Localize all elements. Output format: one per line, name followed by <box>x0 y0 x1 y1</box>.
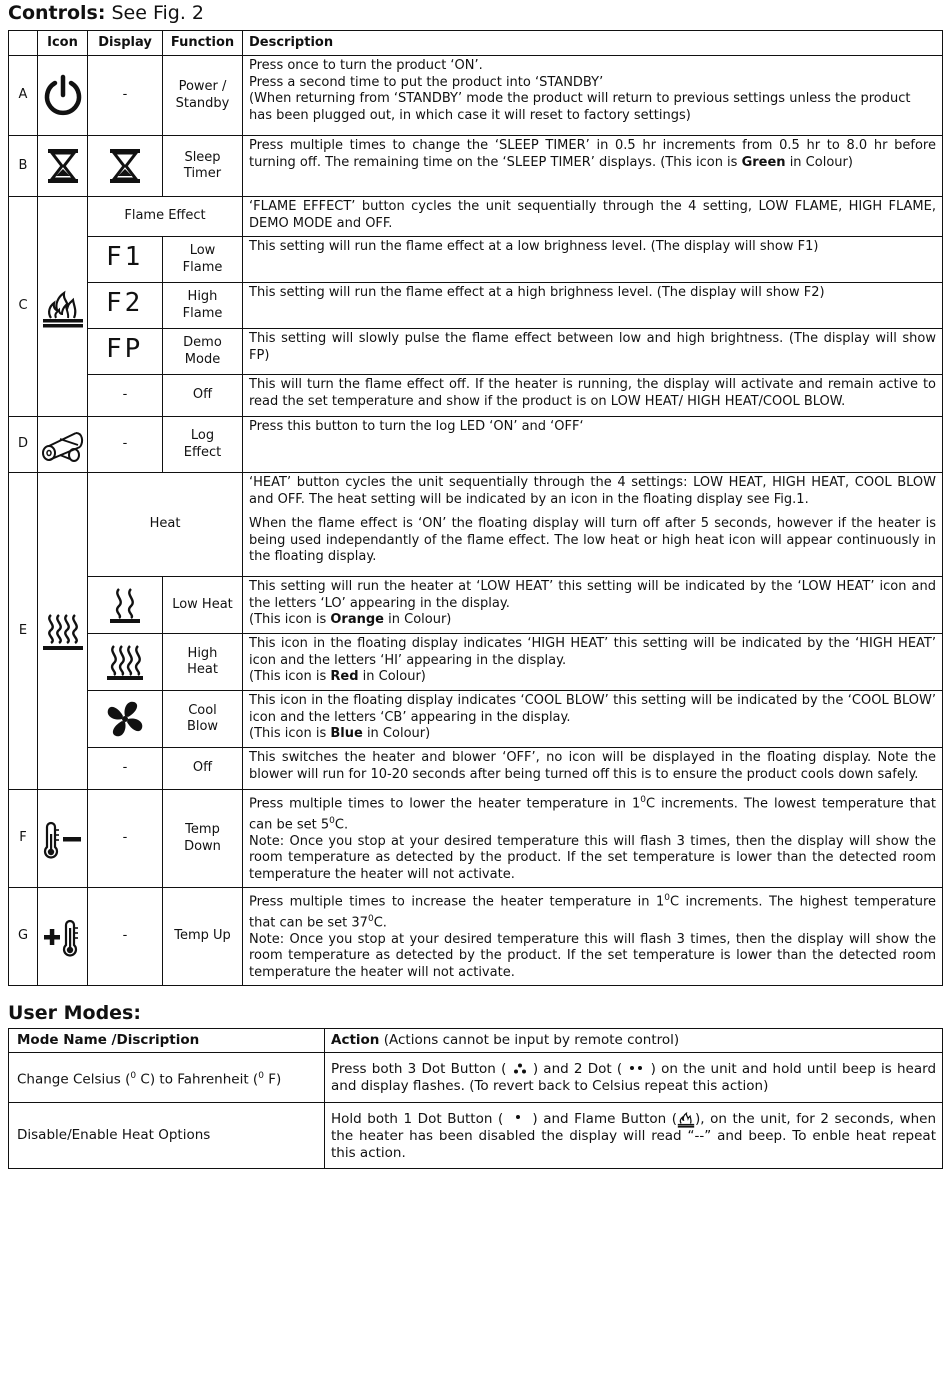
row-c-sub-1-function-2: Flame <box>182 259 223 275</box>
header-display: Display <box>88 31 163 56</box>
row-g-deg-1: 0 <box>664 893 671 903</box>
row-e-sub-2-note-post: in Colour) <box>358 669 426 684</box>
row-e-group-description <box>243 473 943 577</box>
one-dot-icon <box>511 1114 525 1124</box>
row-b-function-1: Sleep <box>184 149 221 165</box>
row-c-sub-1 <box>9 237 943 283</box>
modes-row-1 <box>9 1053 943 1103</box>
row-d-function-2: Effect <box>183 444 222 460</box>
row-g-desc-1-pre: Press multiple times to increase the heater temperature in 1 <box>249 894 665 910</box>
row-b-letter: B <box>9 136 38 197</box>
row-c-sub-3-function-2: Mode <box>184 351 221 367</box>
controls-header-row <box>9 31 943 56</box>
hourglass-icon <box>38 136 88 197</box>
high-heat-icon <box>88 634 163 691</box>
row-d-description: Press this button to turn the log LED ‘ON’ and ‘OFF‘ <box>243 417 943 473</box>
row-b-function <box>163 136 243 197</box>
row-a-desc-3: (When returning from ‘STANDBY’ mode the product will return to previous settings unless the product has been plugged out, in which case it will reset to factory settings) <box>249 91 911 123</box>
row-f-deg-1: 0 <box>640 795 646 805</box>
modes-header-action <box>325 1029 943 1053</box>
flame-button-icon <box>677 1110 695 1128</box>
controls-table <box>8 30 943 986</box>
row-e-sub-3-color: Blue <box>330 726 363 741</box>
row-e-sub-2-function <box>163 634 243 691</box>
row-b-desc-color: Green <box>741 154 786 170</box>
row-a-desc-2: Press a second time to put the product into ‘STANDBY’ <box>249 74 604 90</box>
row-c-sub-4-function: Off <box>163 375 243 417</box>
row-g-description <box>243 888 943 986</box>
display-f2 <box>88 283 163 329</box>
row-b-function-2: Timer <box>183 166 222 181</box>
hourglass-display-icon <box>88 136 163 197</box>
modes-row-1-mode <box>9 1053 325 1103</box>
row-e-sub-1-function: Low Heat <box>163 577 243 634</box>
row-f-function-2: Down <box>184 838 221 854</box>
row-e-sub-2-note-pre: (This icon is <box>249 669 331 684</box>
modes-header-action-bold: Action <box>331 1032 380 1049</box>
row-f-function <box>163 790 243 888</box>
row-g-display: - <box>88 888 163 986</box>
display-f1 <box>88 237 163 283</box>
row-e-sub-3 <box>9 691 943 748</box>
row-a <box>9 56 943 136</box>
row-c-sub-1-description: This setting will run the flame effect at a low brighness level. (The display will show F1) <box>243 237 943 283</box>
display-f1-code: F1 <box>106 241 144 272</box>
row-a-display: - <box>88 56 163 136</box>
modes-row-1-mode-mid: C) to Fahrenheit ( <box>136 1071 259 1087</box>
row-b <box>9 136 943 197</box>
display-fp-code: FP <box>106 333 144 364</box>
row-g-deg-2: 0 <box>367 913 374 924</box>
row-g <box>9 888 943 986</box>
row-c-group-description: ‘FLAME EFFECT’ button cycles the unit sequentially through the 4 setting, LOW FLAME, HIGH FLAME, DEMO MODE and OFF. <box>243 197 943 237</box>
header-description: Description <box>243 31 943 56</box>
row-e-group-desc-2: When the flame effect is ‘ON’ the floating display will turn off after 5 seconds, however if the heater is being used independantly of the flame effect. The low heat or high heat icon will appear continuously in the floating display. <box>249 516 936 564</box>
row-c-sub-4-description: This will turn the flame effect off. If the heater is running, the display will activate and remain active to read the set temperature and show if the product is on LOW HEAT/ HIGH HEAT/COOL BLOW. <box>243 375 943 417</box>
modes-row-2-action <box>325 1103 943 1169</box>
row-e-sub-1 <box>9 577 943 634</box>
row-f-description <box>243 790 943 888</box>
row-e-sub-4-display: - <box>88 748 163 790</box>
modes-row-1-action-3: ) on the unit and hold until beep is heard and display flashes. (To revert back to Celsius repeat this action) <box>331 1061 937 1094</box>
row-c-letter: C <box>9 197 38 417</box>
row-f-desc-1-end: C. <box>334 817 349 833</box>
three-dot-icon <box>513 1063 527 1075</box>
row-f-desc-1-pre: Press multiple times to lower the heater temperature in 1 <box>249 796 641 812</box>
row-a-desc-1: Press once to turn the product ‘ON’. <box>249 58 483 73</box>
row-e-sub-4-description: This switches the heater and blower ‘OFF’, no icon will be displayed in the floating display. Note the blower will run for 10-20 seconds after being turned off this is to ensure the product cools down safely. <box>243 748 943 790</box>
row-f-desc-2: Note: Once you stop at your desired temperature this will flash 3 times, then the display will show the room temperature as detected by the product. If the set temperature is lower than the detected room temperature the heater will not activate. <box>249 833 936 882</box>
row-g-desc-2: Note: Once you stop at your desired temperature this will flash 3 times, then the display will show the room temperature as detected by the product. If the set temperature is lower than the detected room temperature the heater will not activate. <box>249 931 936 980</box>
row-a-description <box>243 56 943 136</box>
row-e-sub-2-function-2: Heat <box>187 662 218 677</box>
row-c-sub-2-description: This setting will run the flame effect at a high brighness level. (The display will show F2) <box>243 283 943 329</box>
row-d <box>9 417 943 473</box>
row-f-function-1: Temp <box>185 822 220 837</box>
row-e-letter: E <box>9 473 38 790</box>
row-e-sub-2-description <box>243 634 943 691</box>
header-blank <box>9 31 38 56</box>
row-g-desc-1-post: C increments. The highest temperature that can be set 37 <box>249 894 937 931</box>
row-c-sub-2 <box>9 283 943 329</box>
modes-row-1-mode-post: F) <box>263 1071 282 1087</box>
modes-row-1-action-2: ) and 2 Dot ( <box>532 1061 623 1077</box>
row-b-desc-pre: Press multiple times to change the ‘SLEEP TIMER’ in 0.5 hr increments from 0.5 hr to 8.0 hr before turning off. The remaining time on the ‘SLEEP TIMER’ displays. (This icon is <box>249 138 936 170</box>
row-e-sub-2 <box>9 634 943 691</box>
row-f-display: - <box>88 790 163 888</box>
row-g-letter: G <box>9 888 38 986</box>
row-c-sub-2-function-2: Flame <box>182 305 223 321</box>
modes-row-2-action-1: Hold both 1 Dot Button ( <box>331 1111 504 1127</box>
row-c-sub-3-description: This setting will slowly pulse the flame effect between low and high brightness. (The display will show FP) <box>243 329 943 375</box>
row-d-display: - <box>88 417 163 473</box>
user-modes-heading <box>8 1001 141 1025</box>
two-dot-icon <box>628 1064 644 1074</box>
row-e-group-desc-1: ‘HEAT’ button cycles the unit sequentially through the 4 settings: LOW HEAT, HIGH HEAT, COOL BLOW and OFF. The heat setting will be indicated by an icon in the floating display see Fig.1. <box>249 475 936 507</box>
row-c-group-function: Flame Effect <box>88 197 243 237</box>
row-e-sub-3-note-post: in Colour) <box>362 726 431 741</box>
controls-heading <box>8 1 204 25</box>
row-c-sub-2-function <box>163 283 243 329</box>
temp-down-icon <box>38 790 88 888</box>
row-e-sub-1-note-pre: (This icon is <box>249 612 331 627</box>
row-g-desc-1-end: C. <box>373 915 387 931</box>
temp-up-icon <box>38 888 88 986</box>
row-f <box>9 790 943 888</box>
flame-icon <box>38 197 88 417</box>
row-c-sub-4-display: - <box>88 375 163 417</box>
row-b-description <box>243 136 943 197</box>
user-modes-table <box>8 1028 943 1169</box>
row-c-sub-4 <box>9 375 943 417</box>
row-e-sub-2-function-1: High <box>187 645 218 661</box>
modes-row-1-action <box>325 1053 943 1103</box>
row-a-function <box>163 56 243 136</box>
fan-icon <box>88 691 163 748</box>
modes-header-mode: Mode Name /Discription <box>9 1029 325 1053</box>
row-f-deg-2: 0 <box>329 815 335 826</box>
modes-row-1-action-1: Press both 3 Dot Button ( <box>331 1061 507 1077</box>
row-e-sub-3-function-1: Cool <box>188 702 217 718</box>
user-modes-heading-text: User Modes: <box>8 1002 141 1024</box>
row-e-sub-4-function: Off <box>163 748 243 790</box>
row-c-sub-3-function-1: Demo <box>183 335 222 350</box>
row-d-letter: D <box>9 417 38 473</box>
display-f2-code: F2 <box>106 287 144 318</box>
low-heat-icon <box>88 577 163 634</box>
modes-row-2-mode: Disable/Enable Heat Options <box>9 1103 325 1169</box>
row-d-function <box>163 417 243 473</box>
row-e-sub-1-desc-pre: This setting will run the heater at ‘LOW HEAT’ this setting will be indicated by the ‘LOW HEAT’ icon and the letters ‘LO’ appearing in the display. <box>249 579 936 611</box>
modes-row-1-sup-2: 0 <box>258 1070 264 1081</box>
modes-header-row <box>9 1029 943 1053</box>
row-d-function-1: Log <box>190 428 215 443</box>
row-a-function-2: Standby <box>175 95 230 111</box>
controls-heading-bold: Controls: <box>8 2 106 24</box>
row-e-sub-3-function-2: Blow <box>186 719 219 734</box>
row-e-sub-1-description <box>243 577 943 634</box>
row-a-letter: A <box>9 56 38 136</box>
row-e-group-function: Heat <box>88 473 243 577</box>
controls-heading-rest: See Fig. 2 <box>105 2 205 24</box>
row-c-sub-1-function <box>163 237 243 283</box>
modes-row-1-sup-1: 0 <box>130 1070 137 1081</box>
row-e-sub-1-color: Orange <box>330 612 384 627</box>
row-c-sub-3 <box>9 329 943 375</box>
modes-row-2 <box>9 1103 943 1169</box>
row-e-group <box>9 473 943 577</box>
row-e-sub-2-desc-pre: This icon in the floating display indicates ‘HIGH HEAT’ this setting will be indicated by the ‘HIGH HEAT’ icon and the letters ‘HI’ appearing in the display. <box>249 636 936 668</box>
row-a-function-1: Power / <box>178 79 227 94</box>
row-c-sub-2-function-1: High <box>187 289 218 304</box>
modes-row-2-action-2: ) and Flame Button ( <box>532 1111 678 1127</box>
row-e-sub-3-function <box>163 691 243 748</box>
modes-header-action-rest: (Actions cannot be input by remote control) <box>379 1032 680 1049</box>
row-f-letter: F <box>9 790 38 888</box>
header-icon: Icon <box>38 31 88 56</box>
row-e-sub-3-desc-pre: This icon in the floating display indicates ‘COOL BLOW’ this setting will be indicated by the ‘COOL BLOW’ icon and the letters ‘CB’ appearing in the display. <box>249 693 936 725</box>
row-c-sub-1-function-1: Low <box>189 243 216 258</box>
display-fp <box>88 329 163 375</box>
header-function: Function <box>163 31 243 56</box>
row-e-sub-4 <box>9 748 943 790</box>
row-g-function: Temp Up <box>163 888 243 986</box>
row-e-sub-3-description <box>243 691 943 748</box>
row-f-desc-1-post: C increments. The lowest temperature that can be set 5 <box>249 796 936 833</box>
row-c-group <box>9 197 943 237</box>
row-c-sub-3-function <box>163 329 243 375</box>
power-icon <box>38 56 88 136</box>
modes-row-2-action-3: ), on the unit, for 2 seconds, when the heater has been disabled the display will read “--” and beep. To enble heat repeat this action. <box>331 1111 936 1161</box>
heat-icon <box>38 473 88 790</box>
row-e-sub-3-note-pre: (This icon is <box>249 726 331 741</box>
row-e-sub-2-color: Red <box>330 669 359 684</box>
row-b-desc-post: in Colour) <box>785 154 853 170</box>
row-e-sub-1-note-post: in Colour) <box>384 612 452 627</box>
modes-row-1-mode-pre: Change Celsius ( <box>17 1071 131 1087</box>
log-icon <box>38 417 88 473</box>
